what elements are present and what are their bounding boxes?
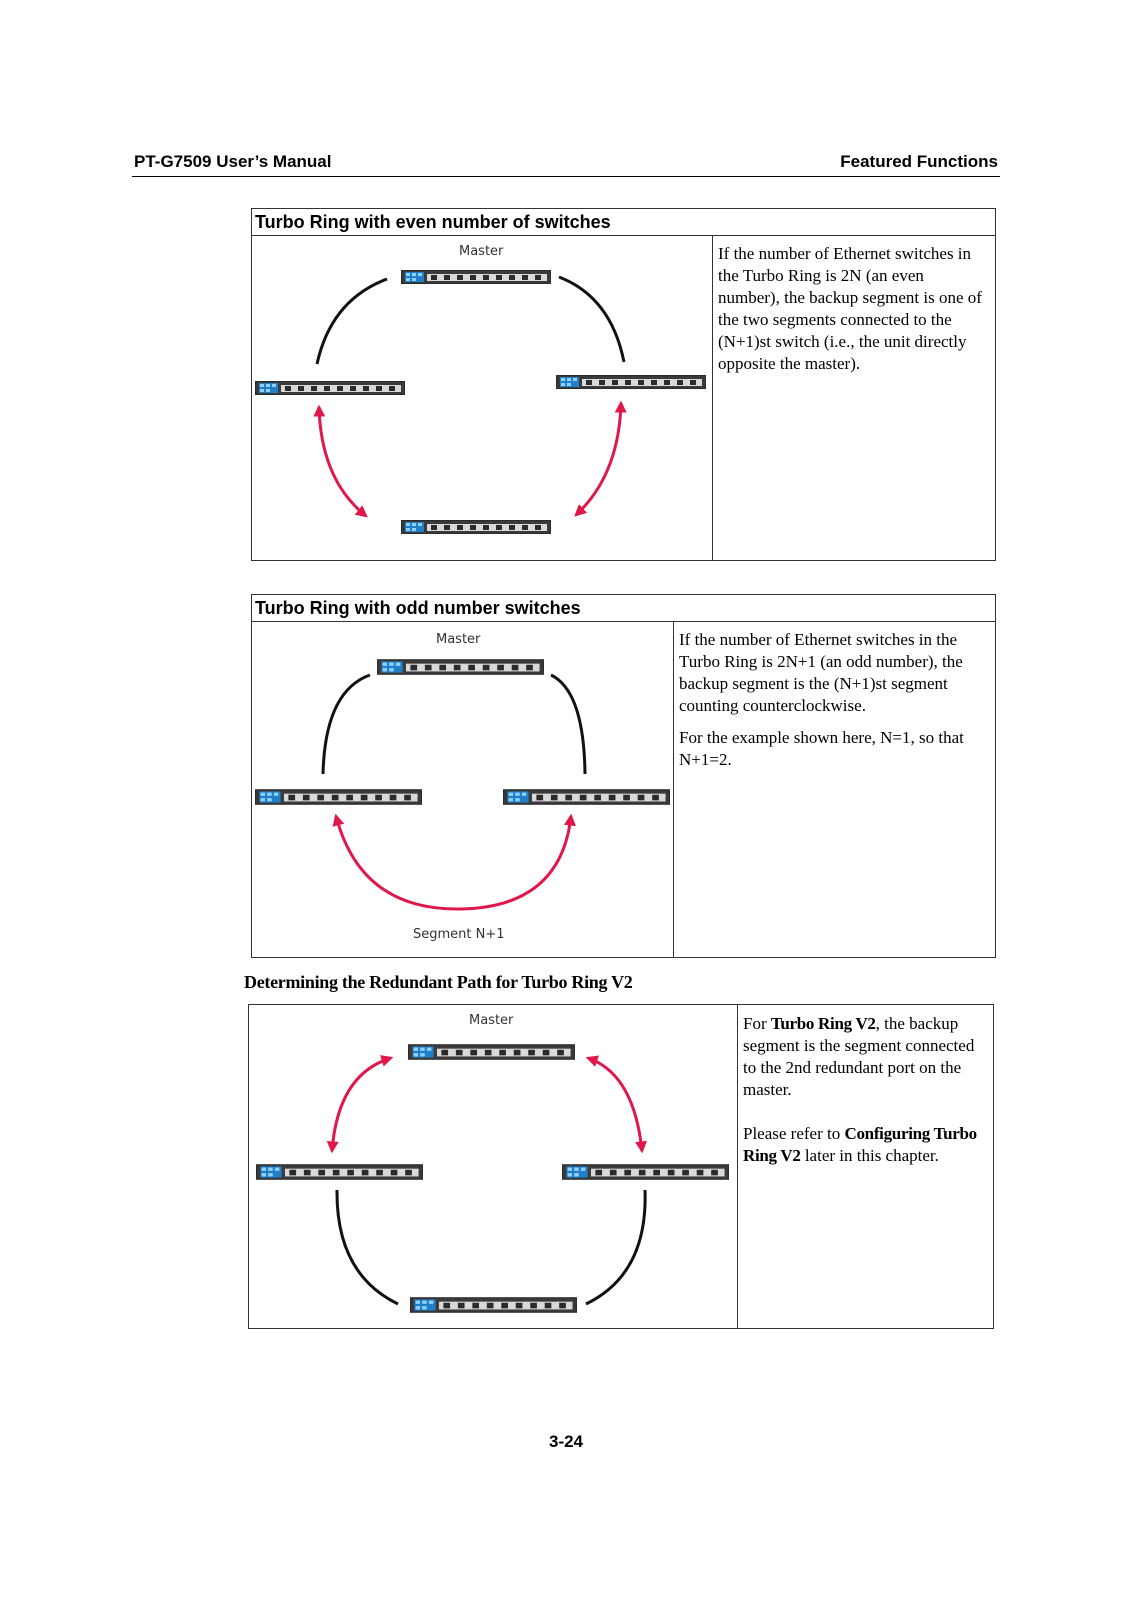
odd-ring-diagram xyxy=(251,621,672,958)
switch-right-icon xyxy=(556,375,706,389)
ring-segment-right xyxy=(586,1190,645,1304)
master-label: Master xyxy=(469,1013,514,1028)
section-heading: Determining the Redundant Path for Turbo Ring V2 xyxy=(244,972,633,992)
ring-segment-left xyxy=(317,279,387,364)
v2-ring-text-2: Please refer to Configuring Turbo Ring V2 later in this chapter. xyxy=(743,1124,977,1165)
master-switch-icon xyxy=(401,270,551,284)
switch-bottom-icon xyxy=(410,1297,577,1313)
switch-bottom-icon xyxy=(401,520,551,534)
odd-ring-title: Turbo Ring with odd number switches xyxy=(252,595,995,622)
redundant-arrow-left xyxy=(332,1058,391,1151)
header-rule xyxy=(132,176,1000,177)
chapter-title: Featured Functions xyxy=(840,152,998,171)
odd-ring-text-2: For the example shown here, N=1, so that N+1=2. xyxy=(679,728,964,769)
segment-label: Segment N+1 xyxy=(413,927,505,942)
even-ring-title: Turbo Ring with even number of switches xyxy=(252,209,995,236)
ring-segment-right xyxy=(559,277,624,362)
redundant-arrow-right xyxy=(588,1058,642,1151)
master-label: Master xyxy=(436,632,481,647)
odd-ring-divider xyxy=(673,622,674,958)
switch-left-icon xyxy=(255,381,405,395)
odd-ring-text-1: If the number of Ethernet switches in the Turbo Ring is 2N+1 (an odd number), the backup segment is the (N+1)st segment counting counterclockwise. xyxy=(679,630,963,715)
page-number: 3-24 xyxy=(548,1432,584,1451)
even-ring-description: If the number of Ethernet switches in the Turbo Ring is 2N (an even number), the backup segment is one of the two segments connected to the (N+1)st switch (i.e., the unit directly opposite the master). xyxy=(718,244,982,373)
backup-arrow-right xyxy=(576,403,621,515)
switch-left-icon xyxy=(255,789,422,805)
master-label: Master xyxy=(459,244,504,259)
ring-segment-right xyxy=(551,675,585,774)
switch-right-icon xyxy=(503,789,670,805)
manual-title: PT-G7509 User’s Manual xyxy=(134,152,332,171)
v2-ring-description xyxy=(743,1013,987,1177)
odd-ring-description xyxy=(679,629,991,781)
v2-ring-text-1: For Turbo Ring V2, the backup segment is the segment connected to the 2nd redundant port on the master. xyxy=(743,1014,975,1099)
switch-left-icon xyxy=(256,1164,423,1180)
backup-arrow-left xyxy=(319,407,366,516)
ring-segment-left xyxy=(323,675,370,774)
v2-ring-diagram xyxy=(248,1004,736,1329)
ring-segment-left xyxy=(337,1190,398,1304)
backup-segment-arrow xyxy=(336,816,571,909)
master-switch-icon xyxy=(377,659,544,675)
master-switch-icon xyxy=(408,1044,575,1060)
v2-ring-divider xyxy=(737,1005,738,1329)
even-ring-divider xyxy=(712,236,713,561)
switch-right-icon xyxy=(562,1164,729,1180)
even-ring-diagram xyxy=(251,235,711,561)
